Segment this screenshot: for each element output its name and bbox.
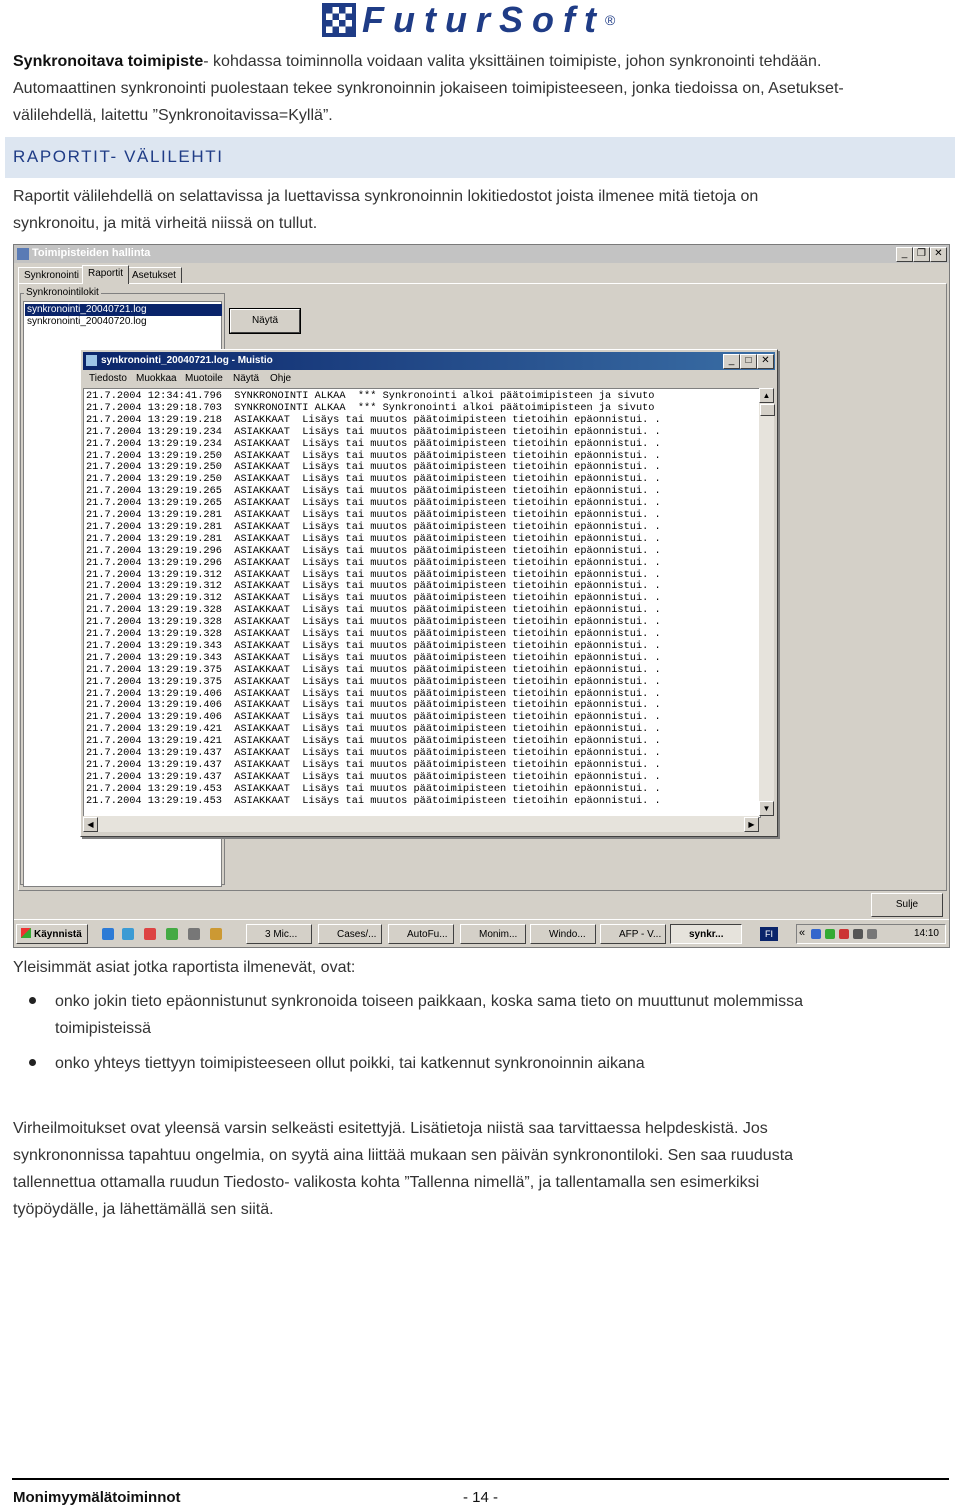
log-line: 21.7.2004 13:29:19.421 ASIAKKAAT Lisäys tai muutos päätoimipisteen tietoihin epäonnistui. .	[86, 723, 661, 736]
log-line: 21.7.2004 13:29:19.375 ASIAKKAAT Lisäys tai muutos päätoimipisteen tietoihin epäonnistui. .	[86, 663, 661, 676]
application-screenshot	[13, 244, 950, 948]
notepad-maximize-button[interactable]: □	[740, 354, 757, 369]
log-line: 21.7.2004 13:29:19.421 ASIAKKAAT Lisäys tai muutos päätoimipisteen tietoihin epäonnistui. .	[86, 735, 661, 748]
menu-muotoile[interactable]: Muotoile	[185, 373, 223, 384]
ie-icon[interactable]	[102, 928, 114, 940]
menu-nayta[interactable]: Näytä	[233, 373, 260, 384]
task-button[interactable]: Windo...	[530, 924, 596, 944]
tray-icon[interactable]	[853, 929, 863, 939]
menu-tiedosto[interactable]: Tiedosto	[89, 373, 127, 384]
notepad-menubar	[83, 371, 775, 387]
paragraph-line-2: synkrononnissa tapahtuu ongelmia, on syytä aina liittää mukaan sen päivän synkronontiloki. Sen saa ruudusta	[13, 1147, 794, 1164]
media-icon[interactable]	[166, 928, 178, 940]
group-label: Synkronointilokit	[26, 287, 99, 298]
intro-line-1	[13, 48, 821, 75]
checkered-flag-icon	[322, 3, 356, 37]
logo-text: FuturSoft	[362, 0, 605, 40]
section-line-1: Raportit välilehdellä on selattavissa ja luettavissa synkronoinnin lokitiedostot joista ilmenee mitä tietoja on	[13, 188, 759, 205]
tray-icon[interactable]	[839, 929, 849, 939]
log-line: 21.7.2004 13:29:19.328 ASIAKKAAT Lisäys tai muutos päätoimipisteen tietoihin epäonnistui. .	[86, 616, 661, 629]
log-line: 21.7.2004 13:29:19.375 ASIAKKAAT Lisäys tai muutos päätoimipisteen tietoihin epäonnistui. .	[86, 675, 661, 688]
registered-mark: ®	[604, 12, 616, 28]
app-icon[interactable]	[188, 928, 200, 940]
clock[interactable]: 14:10	[913, 928, 939, 939]
minimize-button[interactable]: _	[896, 247, 913, 262]
log-line: 21.7.2004 13:29:18.703 SYNKRONOINTI ALKAA *** Synkronointi alkoi päätoimipisteen ja sivuto	[86, 401, 655, 414]
task-button[interactable]: AutoFu...	[388, 924, 454, 944]
notepad-minimize-button[interactable]: _	[723, 354, 740, 369]
start-button[interactable]	[16, 924, 88, 944]
notepad-close-button[interactable]: ✕	[757, 354, 774, 369]
log-line: 21.7.2004 13:29:19.453 ASIAKKAAT Lisäys tai muutos päätoimipisteen tietoihin epäonnistui. .	[86, 782, 661, 795]
system-tray	[796, 924, 946, 944]
log-line: 21.7.2004 13:29:19.453 ASIAKKAAT Lisäys tai muutos päätoimipisteen tietoihin epäonnistui. .	[86, 794, 661, 807]
log-line: 21.7.2004 13:29:19.234 ASIAKKAAT Lisäys tai muutos päätoimipisteen tietoihin epäonnistui. .	[86, 425, 661, 438]
page-number: - 14 -	[463, 1489, 499, 1506]
log-line: 21.7.2004 13:29:19.296 ASIAKKAAT Lisäys tai muutos päätoimipisteen tietoihin epäonnistui. .	[86, 556, 661, 569]
language-indicator[interactable]: FI	[760, 927, 778, 941]
notepad-title: synkronointi_20040721.log - Muistio	[101, 355, 273, 366]
log-line: 21.7.2004 13:29:19.312 ASIAKKAAT Lisäys tai muutos päätoimipisteen tietoihin epäonnistui. .	[86, 580, 661, 593]
footer-divider	[12, 1478, 949, 1480]
log-line: 21.7.2004 13:29:19.281 ASIAKKAAT Lisäys tai muutos päätoimipisteen tietoihin epäonnistui. .	[86, 520, 661, 533]
log-line: 21.7.2004 13:29:19.406 ASIAKKAAT Lisäys tai muutos päätoimipisteen tietoihin epäonnistui. .	[86, 687, 661, 700]
log-line: 21.7.2004 13:29:19.250 ASIAKKAAT Lisäys tai muutos päätoimipisteen tietoihin epäonnistui. .	[86, 473, 661, 486]
app-icon	[17, 248, 29, 260]
intro-line-2: Automaattinen synkronointi puolestaan tekee synkronoinnin jokaiseen toimipisteeseen, jonka tiedoissa on, Asetukset-	[13, 80, 844, 97]
log-line: 21.7.2004 13:29:19.328 ASIAKKAAT Lisäys tai muutos päätoimipisteen tietoihin epäonnistui. .	[86, 628, 661, 640]
scroll-right-icon[interactable]: ▶	[744, 817, 759, 832]
paragraph-line-4: työpöydälle, ja lähettämällä sen siitä.	[13, 1201, 274, 1218]
task-button-active[interactable]: synkr...	[670, 924, 742, 944]
tab-raportit[interactable]: Raportit	[82, 265, 129, 284]
paragraph-line-3: tallennettua ottamalla ruudun Tiedosto- valikosta kohta ”Tallenna nimellä”, ja tallentamalla sen esimerkiksi	[13, 1174, 760, 1191]
main-window-titlebar	[14, 245, 949, 263]
log-line: 21.7.2004 13:29:19.343 ASIAKKAAT Lisäys tai muutos päätoimipisteen tietoihin epäonnistui. .	[86, 651, 661, 664]
bullet-2: onko yhteys tiettyyn toimipisteeseen ollut poikki, tai katkennut synkronoinnin aikana	[55, 1055, 645, 1072]
start-label: Käynnistä	[34, 929, 82, 940]
section-heading-bar	[5, 137, 955, 178]
log-line: 21.7.2004 13:29:19.406 ASIAKKAAT Lisäys tai muutos päätoimipisteen tietoihin epäonnistui. .	[86, 699, 661, 712]
bullet-icon	[29, 997, 36, 1004]
task-button[interactable]: 3 Mic...	[246, 924, 312, 944]
task-button[interactable]: Monim...	[460, 924, 526, 944]
tray-icon[interactable]	[825, 929, 835, 939]
bullet-1-line-2: toimipisteissä	[55, 1020, 152, 1037]
log-line: 21.7.2004 13:29:19.281 ASIAKKAAT Lisäys tai muutos päätoimipisteen tietoihin epäonnistui. .	[86, 532, 661, 545]
list-item[interactable]: synkronointi_20040720.log	[27, 316, 147, 327]
paragraph-line-1: Virheilmoitukset ovat yleensä varsin selkeästi esitettyjä. Lisätietoja niistä saa tarvittaessa helpdeskistä. Jos	[13, 1120, 768, 1137]
log-line: 21.7.2004 13:29:19.296 ASIAKKAAT Lisäys tai muutos päätoimipisteen tietoihin epäonnistui. .	[86, 544, 661, 557]
log-line: 21.7.2004 13:29:19.250 ASIAKKAAT Lisäys tai muutos päätoimipisteen tietoihin epäonnistui. .	[86, 461, 661, 474]
main-window-title: Toimipisteiden hallinta	[32, 247, 151, 259]
task-button[interactable]: Cases/...	[318, 924, 382, 944]
log-line: 21.7.2004 13:29:19.437 ASIAKKAAT Lisäys tai muutos päätoimipisteen tietoihin epäonnistui. .	[86, 747, 661, 759]
scroll-down-icon[interactable]: ▼	[759, 801, 774, 816]
log-line: 21.7.2004 13:29:19.234 ASIAKKAAT Lisäys tai muutos päätoimipisteen tietoihin epäonnistui. .	[86, 437, 661, 450]
notepad-titlebar	[83, 352, 775, 370]
log-line: 21.7.2004 13:29:19.312 ASIAKKAAT Lisäys tai muutos päätoimipisteen tietoihin epäonnistui. .	[86, 592, 661, 605]
horizontal-scrollbar[interactable]	[83, 816, 759, 832]
menu-ohje[interactable]: Ohje	[270, 373, 292, 384]
intro-line-3: välilehdellä, laitettu ”Synkronoitavissa=Kyllä”.	[13, 107, 333, 124]
menu-muokkaa[interactable]: Muokkaa	[136, 373, 177, 384]
log-line: 21.7.2004 13:29:19.281 ASIAKKAAT Lisäys tai muutos päätoimipisteen tietoihin epäonnistui. .	[86, 509, 661, 521]
notepad-window	[80, 349, 778, 837]
log-line: 21.7.2004 12:34:41.796 SYNKRONOINTI ALKAA *** Synkronointi alkoi päätoimipisteen ja sivuto	[86, 390, 655, 402]
log-line: 21.7.2004 13:29:19.218 ASIAKKAAT Lisäys tai muutos päätoimipisteen tietoihin epäonnistui. .	[86, 413, 661, 426]
section-line-2: synkronoitu, ja mitä virheitä niissä on tullut.	[13, 215, 318, 232]
volume-icon[interactable]	[867, 929, 877, 939]
task-button[interactable]: AFP - V...	[600, 924, 666, 944]
log-line: 21.7.2004 13:29:19.265 ASIAKKAAT Lisäys tai muutos päätoimipisteen tietoihin epäonnistui. .	[86, 485, 661, 498]
log-line: 21.7.2004 13:29:19.437 ASIAKKAAT Lisäys tai muutos päätoimipisteen tietoihin epäonnistui. .	[86, 758, 661, 771]
bullet-icon	[29, 1059, 36, 1066]
taskbar	[14, 919, 949, 948]
show-button[interactable]: Näytä	[230, 309, 300, 333]
list-item[interactable]: synkronointi_20040721.log	[25, 304, 222, 316]
log-line: 21.7.2004 13:29:19.437 ASIAKKAAT Lisäys tai muutos päätoimipisteen tietoihin epäonnistui. .	[86, 770, 661, 783]
scroll-up-icon[interactable]: ▲	[759, 388, 774, 403]
scroll-left-icon[interactable]: ◀	[83, 817, 98, 832]
tab-synkronointi[interactable]: Synkronointi	[18, 267, 85, 284]
windows-logo-icon	[21, 928, 31, 938]
close-window-button[interactable]: ✕	[930, 247, 947, 262]
company-logo	[322, 2, 615, 38]
log-line: 21.7.2004 13:29:19.406 ASIAKKAAT Lisäys tai muutos päätoimipisteen tietoihin epäonnistui. .	[86, 711, 661, 724]
tray-expand-icon[interactable]: «	[799, 927, 806, 939]
close-button[interactable]: Sulje	[871, 893, 943, 917]
outlook-icon[interactable]	[122, 928, 134, 940]
app-icon[interactable]	[144, 928, 156, 940]
log-line: 21.7.2004 13:29:19.328 ASIAKKAAT Lisäys tai muutos päätoimipisteen tietoihin epäonnistui. .	[86, 604, 661, 617]
vertical-scrollbar[interactable]	[759, 388, 774, 816]
intro-rest: - kohdassa toiminnolla voidaan valita yksittäinen toimipiste, johon synkronointi tehdään.	[203, 53, 822, 70]
log-line: 21.7.2004 13:29:19.343 ASIAKKAAT Lisäys tai muutos päätoimipisteen tietoihin epäonnistui. .	[86, 639, 661, 652]
log-line: 21.7.2004 13:29:19.250 ASIAKKAAT Lisäys tai muutos päätoimipisteen tietoihin epäonnistui. .	[86, 449, 661, 462]
bullet-1-line-1: onko jokin tieto epäonnistunut synkronoida toiseen paikkaan, koska sama tieto on muuttunut molemmissa	[55, 993, 803, 1010]
notepad-icon	[86, 355, 97, 366]
notepad-text-area[interactable]	[83, 388, 761, 818]
log-line: 21.7.2004 13:29:19.312 ASIAKKAAT Lisäys tai muutos päätoimipisteen tietoihin epäonnistui. .	[86, 568, 661, 581]
scroll-thumb[interactable]	[760, 404, 775, 416]
section-heading: RAPORTIT- VÄLILEHTI	[13, 147, 224, 166]
intro-bold-term: Synkronoitava toimipiste	[13, 53, 204, 70]
restore-button[interactable]: ❐	[913, 247, 930, 262]
app-icon[interactable]	[210, 928, 222, 940]
tab-asetukset[interactable]: Asetukset	[126, 267, 182, 284]
footer-title: Monimyymälätoiminnot	[13, 1489, 181, 1506]
network-icon[interactable]	[811, 929, 821, 939]
log-line: 21.7.2004 13:29:19.265 ASIAKKAAT Lisäys tai muutos päätoimipisteen tietoihin epäonnistui. .	[86, 497, 661, 510]
list-intro: Yleisimmät asiat jotka raportista ilmenevät, ovat:	[13, 959, 356, 976]
